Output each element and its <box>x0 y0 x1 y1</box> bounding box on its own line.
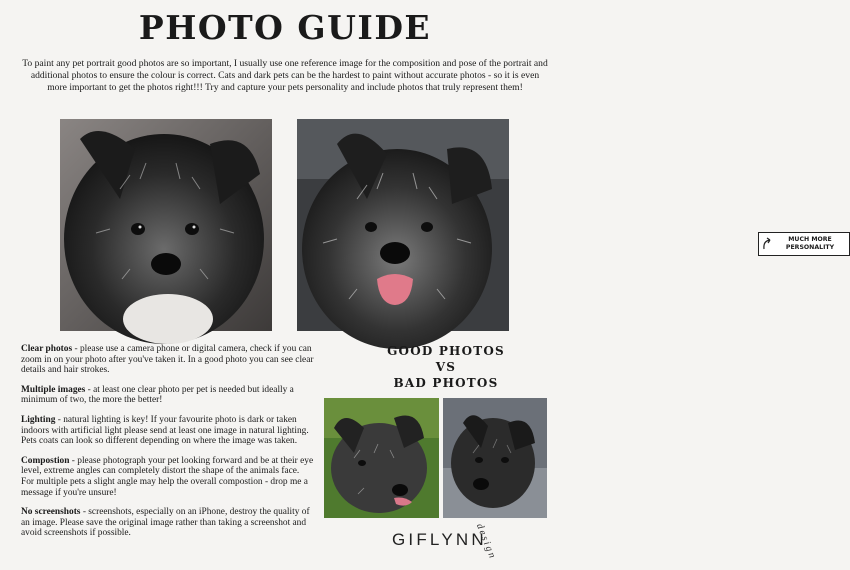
guide-text: - at least one clear photo per pet is needed but ideally a minimum of two, the more the better! <box>21 384 294 406</box>
guide-item <box>21 456 314 498</box>
guide-item <box>21 344 314 376</box>
guide-text: - natural lighting is key! If your favourite photo is dark or taken indoors with artificial light please send at least one image in natural lighting. Pets coats can look so different depending on where the image was taken. <box>21 414 309 447</box>
dog-photo-dark <box>443 398 547 518</box>
guide-heading: No screenshots <box>21 507 81 518</box>
dog-photo-side-angle <box>324 398 439 518</box>
guide-text: - screenshots, especially on an iPhone, destroy the quality of an image. Please save the original image rather than taking a screenshot and avoid screenshots if possible. <box>21 507 310 539</box>
comparison-heading <box>366 343 526 391</box>
guide-item <box>21 507 314 539</box>
dog-photo-tongue <box>297 119 835 331</box>
arrow-icon <box>762 237 772 251</box>
guide-heading: Multiple images <box>21 384 86 395</box>
page-title: PHOTO GUIDE <box>138 8 432 47</box>
personality-badge <box>758 232 850 256</box>
comparison-bad: BAD PHOTOS <box>393 376 499 390</box>
intro-text: To paint any pet portrait good photos are so important, I usually use one reference image for the composition and pose of the portrait and additional photos to ensure the colour is correct. Cats and dark pets can be the hardest to paint without accurate photos - so it is even more important to get the photos right!!! Try and capture your pets personality and include photos that truly represent them! <box>22 58 548 93</box>
guide-text: - please use a camera phone or digital camera, check if you can zoom in on your photo after you've taken it. In a good photo you can see clear details and hair strokes. <box>21 344 314 376</box>
badge-line1: MUCH MORE <box>788 236 832 243</box>
guide-list <box>21 344 314 548</box>
brand-logo-sub: design <box>473 522 499 562</box>
guide-heading: Lighting <box>21 414 56 425</box>
guide-heading: Clear photos <box>21 344 73 354</box>
guide-item <box>21 415 314 447</box>
guide-item <box>21 385 314 406</box>
brand-logo: GIFLYNN <box>392 530 487 549</box>
badge-line2: PERSONALITY <box>785 244 835 251</box>
comparison-good: GOOD PHOTOS <box>387 344 505 358</box>
comparison-vs: VS <box>435 360 457 374</box>
guide-heading: Compostion <box>21 455 70 466</box>
guide-text: - please photograph your pet looking forward and be at their eye level, extreme angles can completely distort the shape of the animals face. For multiple pets a slight angle may help the overall compostion - drop me a message if you're unsure! <box>21 455 314 498</box>
dog-photo-closeup <box>60 119 272 331</box>
